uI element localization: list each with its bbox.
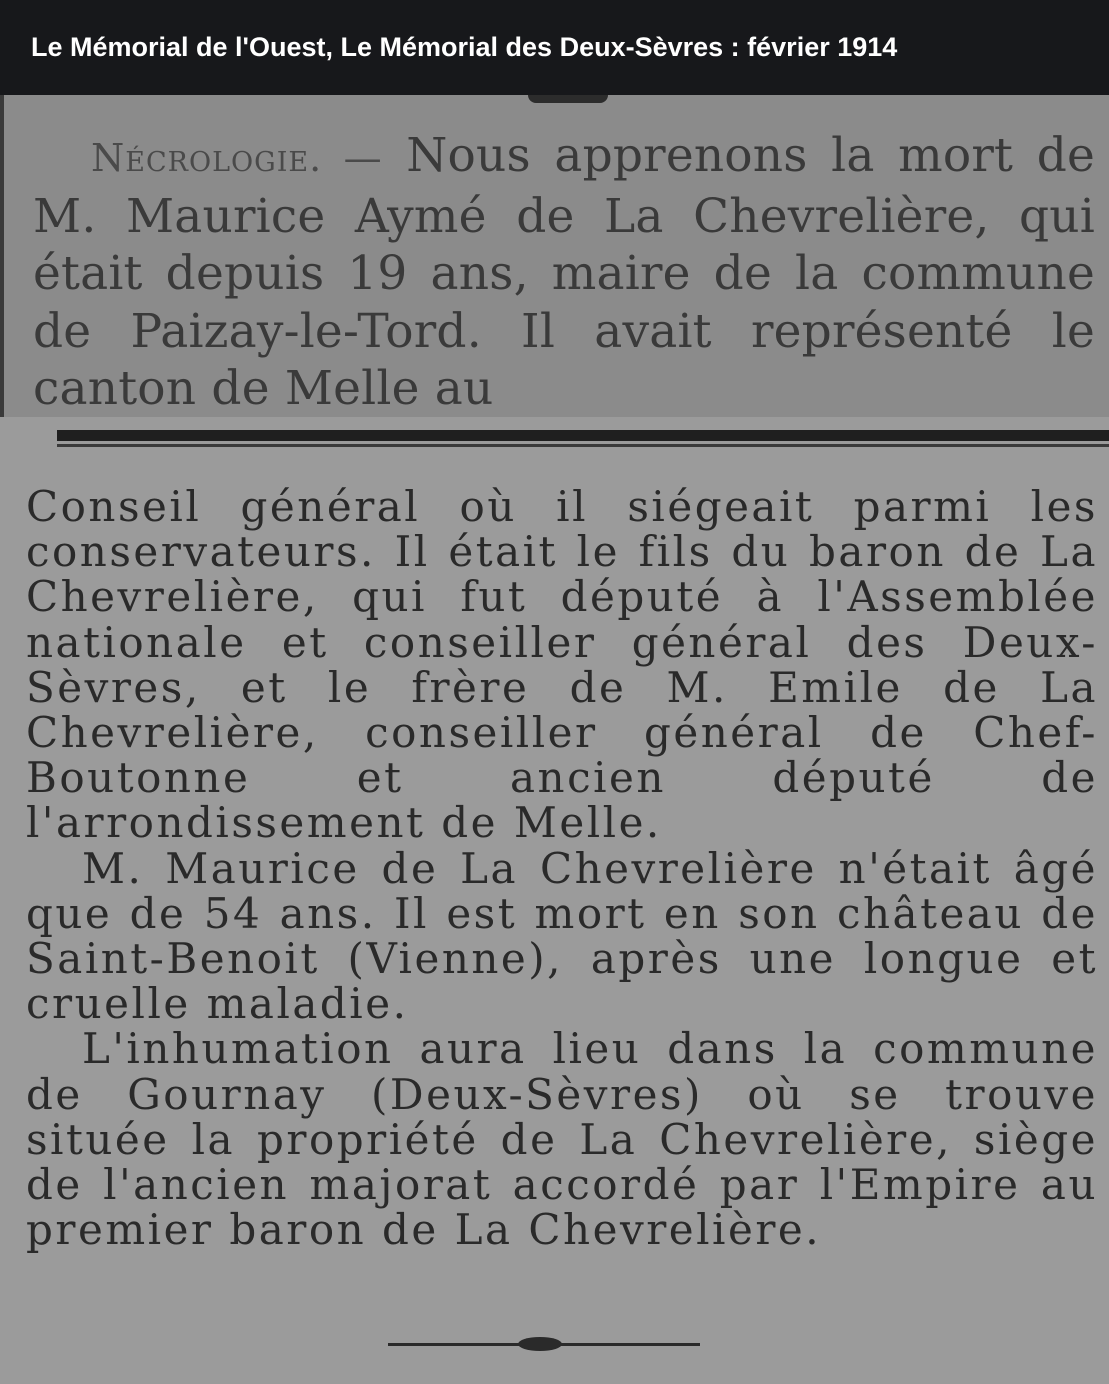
necrology-body [26,482,1098,1255]
separator-rule-thin [57,444,1109,447]
separator-rule-thick [57,430,1109,441]
body-paragraph-2: M. Maurice de La Chevrelière n'était âgé que de 54 ans. Il est mort en son château de Saint-Benoit (Vienne), après une longue et cruelle maladie. [26,843,1098,1029]
body-paragraph-3: L'inhumation aura lieu dans la commune de Gournay (Deux-Sèvres) où se trouve située la propriété de La Chevrelière, siège de l'ancien majorat accordé par l'Empire au premier baron de La Chevrelière. [26,1024,1098,1255]
clipping-bottom [0,417,1109,1384]
necrology-heading: Nécrologie. — [91,136,383,180]
top-ornament [528,95,608,103]
necrology-paragraph-start [33,127,1095,417]
clipping-top [0,95,1109,417]
column-rule [0,95,4,417]
end-ornament-center [518,1337,562,1351]
necrology-text-start: Nous apprenons la mort de M. Maurice Aymé de La Chevrelière, qui était depuis 19 ans, maire de la commune de Paizay-le-Tord. Il avait représenté le canton de Melle au [33,128,1095,416]
body-paragraph-1: Conseil général où il siégeait parmi les conservateurs. Il était le fils du baron de La Chevrelière, qui fut député à l'Assemblée nationale et conseiller général des Deux-Sèvres, et le frère de M. Emile de La Chevrelière, conseiller général de Chef-Boutonne et ancien député de l'arrondissement de Melle. [26,482,1098,848]
window-title: Le Mémorial de l'Ouest, Le Mémorial des Deux-Sèvres : février 1914 [0,0,1109,95]
